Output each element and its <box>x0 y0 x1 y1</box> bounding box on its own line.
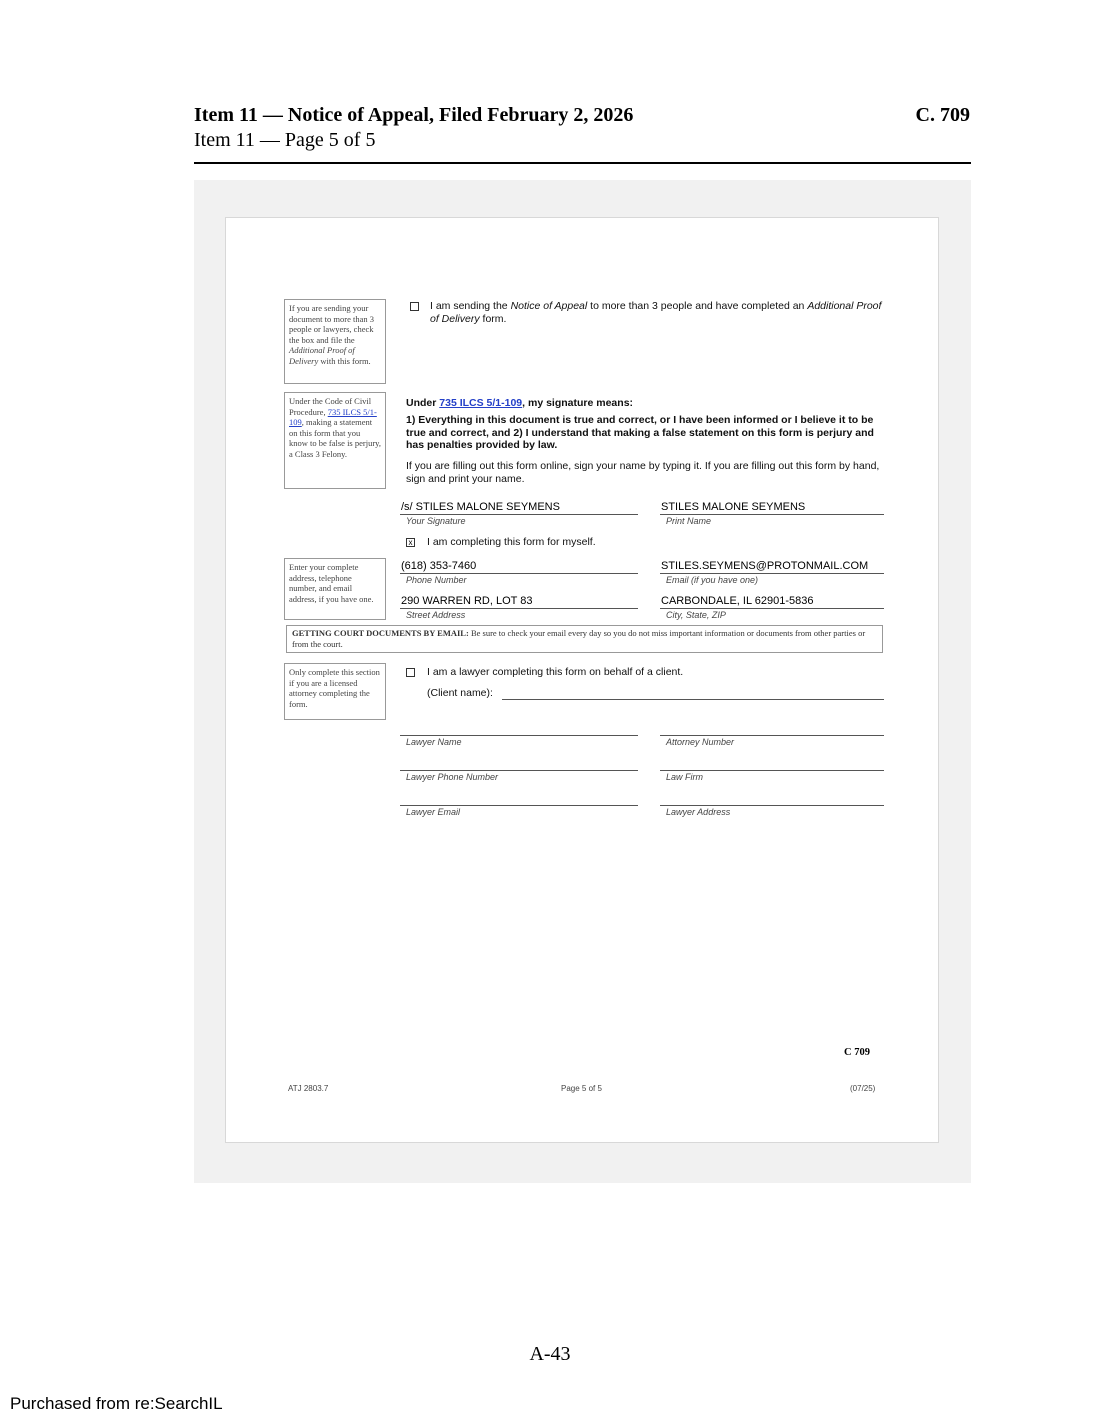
sidebar-delivery-note <box>284 299 386 384</box>
attorney-number-line <box>660 722 884 736</box>
city-label: City, State, ZIP <box>666 610 726 620</box>
lawyer-name-label: Lawyer Name <box>406 737 462 747</box>
delivery-post: form. <box>479 313 507 325</box>
lawyer-email-label: Lawyer Email <box>406 807 461 817</box>
print-name-value: STILES MALONE SEYMENS <box>660 501 884 515</box>
sidebar-delivery-italic: Additional Proof of Delivery <box>289 345 355 366</box>
lawyer-name-line <box>400 722 638 736</box>
street-label: Street Address <box>406 610 466 620</box>
lawyer-checkbox[interactable] <box>406 668 415 677</box>
city-field[interactable] <box>660 595 884 620</box>
sidebar-delivery-post: with this form. <box>318 355 371 366</box>
lawyer-name-field[interactable] <box>400 722 638 747</box>
lawyer-phone-line <box>400 757 638 771</box>
street-field[interactable] <box>400 595 638 620</box>
footer-revision: (07/25) <box>850 1084 876 1093</box>
signing-instruction: If you are filling out this form online, sign your name by typing it. If you are filling out this form by hand, sign and print your name. <box>406 460 880 485</box>
lawyer-phone-field[interactable] <box>400 757 638 782</box>
document-c-number: C. 709 <box>915 104 970 126</box>
delivery-italic-2: Additional Proof of Delivery <box>430 300 882 325</box>
lawyer-address-label: Lawyer Address <box>666 807 731 817</box>
document-header-title: Item 11 — Notice of Appeal, Filed February 2, 2026 <box>194 104 634 126</box>
delivery-checkbox-label <box>430 300 885 326</box>
delivery-italic-1: Notice of Appeal <box>510 300 588 312</box>
form-c-number: C 709 <box>844 1047 870 1058</box>
signature-value: /s/ STILES MALONE SEYMENS <box>400 501 638 515</box>
sidebar-attorney-note: Only complete this section if you are a licensed attorney completing the form. <box>284 663 386 720</box>
scanned-page-background <box>194 180 971 1183</box>
email-value: STILES.SEYMENS@PROTONMAIL.COM <box>660 560 884 574</box>
law-firm-field[interactable] <box>660 757 884 782</box>
attorney-number-field[interactable] <box>660 722 884 747</box>
email-field[interactable] <box>660 560 884 585</box>
lawyer-email-line <box>400 792 638 806</box>
delivery-pre: I am sending the <box>430 300 511 312</box>
phone-field[interactable] <box>400 560 638 585</box>
phone-value: (618) 353-7460 <box>400 560 638 574</box>
print-name-label: Print Name <box>666 516 712 526</box>
footer-form-code: ATJ 2803.7 <box>288 1084 329 1093</box>
sidebar-perjury-post: , making a statement on this form that you know to be false is perjury, a Class 3 Felony. <box>289 417 381 459</box>
document-header-subtitle: Item 11 — Page 5 of 5 <box>194 129 376 151</box>
appendix-page-number: A-43 <box>529 1343 571 1365</box>
sidebar-perjury-note <box>284 392 386 489</box>
header-rule <box>194 162 971 164</box>
sidebar-perjury-pre: Under the Code of Civil Procedure, <box>289 396 372 417</box>
self-checkbox[interactable]: x <box>406 538 415 547</box>
signature-label: Your Signature <box>406 516 466 526</box>
attorney-number-label: Attorney Number <box>666 737 735 747</box>
law-firm-line <box>660 757 884 771</box>
print-name-field[interactable] <box>660 501 884 526</box>
delivery-checkbox[interactable] <box>410 302 419 311</box>
signature-field[interactable] <box>400 501 638 526</box>
email-notice-box <box>286 625 883 653</box>
email-notice-heading: GETTING COURT DOCUMENTS BY EMAIL: <box>292 628 469 638</box>
purchased-notice: Purchased from re:SearchIL <box>10 1394 223 1413</box>
signature-means-pre: Under <box>406 397 440 409</box>
footer-page-number: Page 5 of 5 <box>561 1084 602 1093</box>
signature-means-points: 1) Everything in this document is true and correct, or I have been informed or I believe it to be true and correct, and 2) I understand that making a false statement on this form is perjury and has penalties provided by law. <box>406 414 874 451</box>
lawyer-email-field[interactable] <box>400 792 638 817</box>
self-checkbox-label: I am completing this form for myself. <box>427 536 596 548</box>
sidebar-delivery-text: If you are sending your document to more than 3 people or lawyers, check the box and file the <box>289 303 374 345</box>
email-notice-text: Be sure to check your email every day so you do not miss important information or documents from other parties or from the court. <box>292 628 866 649</box>
email-label: Email (if you have one) <box>666 575 759 585</box>
lawyer-address-line <box>660 792 884 806</box>
client-name-label: (Client name): <box>427 687 493 699</box>
signature-means-heading <box>406 397 886 409</box>
statute-link[interactable]: 735 ILCS 5/1-109 <box>439 397 523 409</box>
lawyer-address-field[interactable] <box>660 792 884 817</box>
lawyer-phone-label: Lawyer Phone Number <box>406 772 499 782</box>
street-value: 290 WARREN RD, LOT 83 <box>400 595 638 609</box>
sidebar-perjury-link[interactable]: 735 ILCS 5/1-109 <box>289 406 377 427</box>
lawyer-checkbox-label: I am a lawyer completing this form on behalf of a client. <box>427 666 684 678</box>
phone-label: Phone Number <box>406 575 467 585</box>
signature-means-post: , my signature means: <box>522 397 634 409</box>
delivery-mid: to more than 3 people and have completed an <box>587 300 808 312</box>
city-value: CARBONDALE, IL 62901-5836 <box>660 595 884 609</box>
form-page <box>225 217 939 1143</box>
sidebar-contact-note: Enter your complete address, telephone number, and email address, if you have one. <box>284 558 386 620</box>
client-name-input-line[interactable] <box>502 699 884 700</box>
law-firm-label: Law Firm <box>666 772 704 782</box>
